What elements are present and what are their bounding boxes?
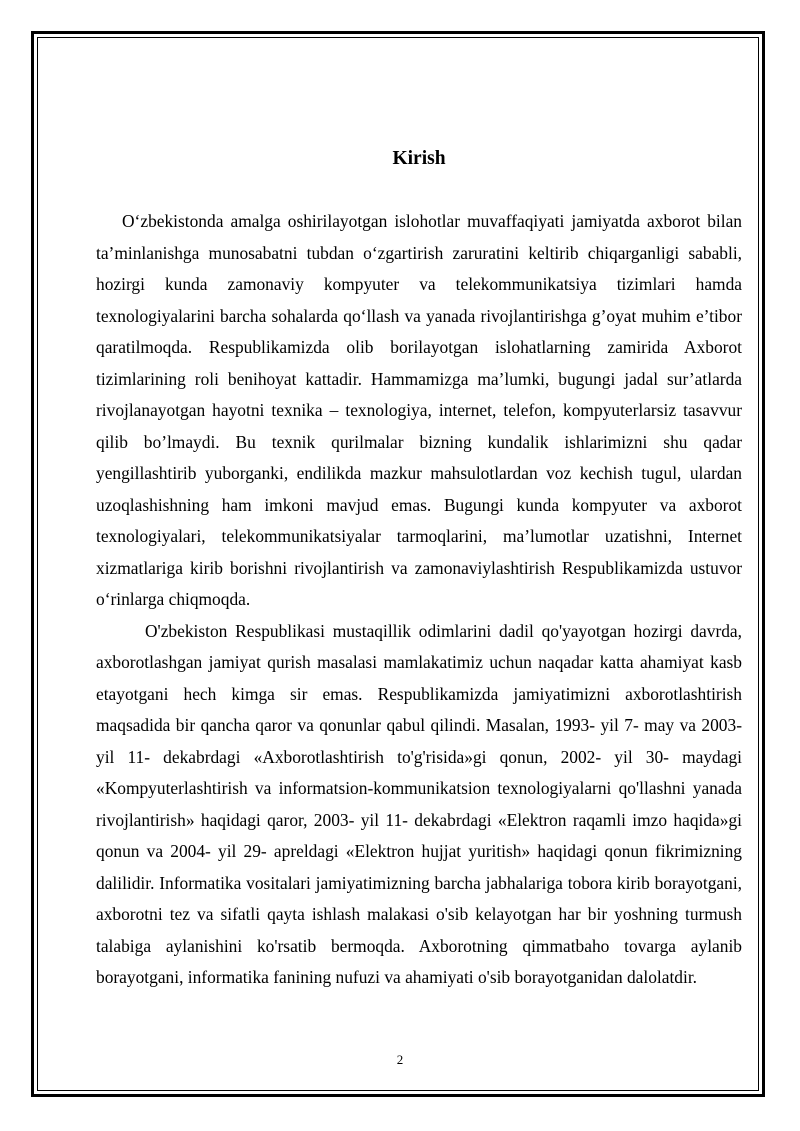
document-body — [96, 146, 742, 994]
paragraph-intro: O‘zbekistonda amalga oshirilayotgan islohotlar muvaffaqiyati jamiyatda axborot bilan ta’minlanishga munosabatni tubdan o‘zgartirish zaruratini keltirib chiqarganligi sababli, hozirgi kunda zamonaviy kompyuter va telekommunikatsiya tizimlari hamda texnologiyalarini barcha sohalarda qo‘llash va yanada rivojlantirishga g’oyat muhim e’tibor qaratilmoqda. Respublikamizda olib borilayotgan islohatlarning zamirida Axborot tizimlarining roli benihoyat kattadir. Hammamizga ma’lumki, bugungi jadal sur’atlarda rivojlanayotgan hayotni texnika – texnologiya, internet, telefon, kompyuterlarsiz tasavvur qilib bo’lmaydi. Bu texnik qurilmalar bizning kundalik ishlarimizni shu qadar yengillashtirib yuborganki, endilikda mazkur mahsulotlardan voz kechish tugul, ulardan uzoqlashishning ham imkoni mavjud emas. Bugungi kunda kompyuter va axborot texnologiyalari, telekommunikatsiyalar tarmoqlarini, ma’lumotlar uzatishni, Internet xizmatlariga kirib borishni rivojlantirish va zamonaviylashtirish Respublikamizda ustuvor o‘rinlarga chiqmoqda. — [96, 211, 742, 609]
page-number: 2 — [396, 1052, 404, 1067]
section-title: Kirish — [392, 148, 446, 169]
paragraph-legislation: O'zbekiston Respublikasi mustaqillik odimlarini dadil qo'yayotgan hozirgi davrda, axborotlashgan jamiyat qurish masalasi mamlakatimiz uchun naqadar katta ahamiyat kasb etayotgani hech kimga sir emas. Respublikamizda jamiyatimizni axborotlashtirish maqsadida bir qancha qaror va qonunlar qabul qilindi. Masalan, 1993- yil 7- may va 2003- yil 11- dekabrdagi «Axborotlashtirish to'g'risida»gi qonun, 2002- yil 30- maydagi «Kompyuterlashtirish va informatsion-kommunikatsion texnologiyalarni qo'llashni yanada rivojlantirish» haqidagi qaror, 2003- yil 11- dekabrdagi «Elektron raqamli imzo haqida»gi qonun va 2004- yil 29- apreldagi «Elektron hujjat yuritish» haqidagi qonun fikrimizning dalilidir. Informatika vositalari jamiyatimizning barcha jabhalariga tobora kirib borayotgani, axborotni tez va sifatli qayta ishlash malakasi o'sib kelayotgan har bir yoshning turmush talabiga aylanishini ko'rsatib bermoqda. Axborotning qimmatbaho tovarga aylanib borayotgani, informatika fanining nufuzi va ahamiyati o'sib borayotganidan dalolatdir. — [96, 620, 742, 987]
